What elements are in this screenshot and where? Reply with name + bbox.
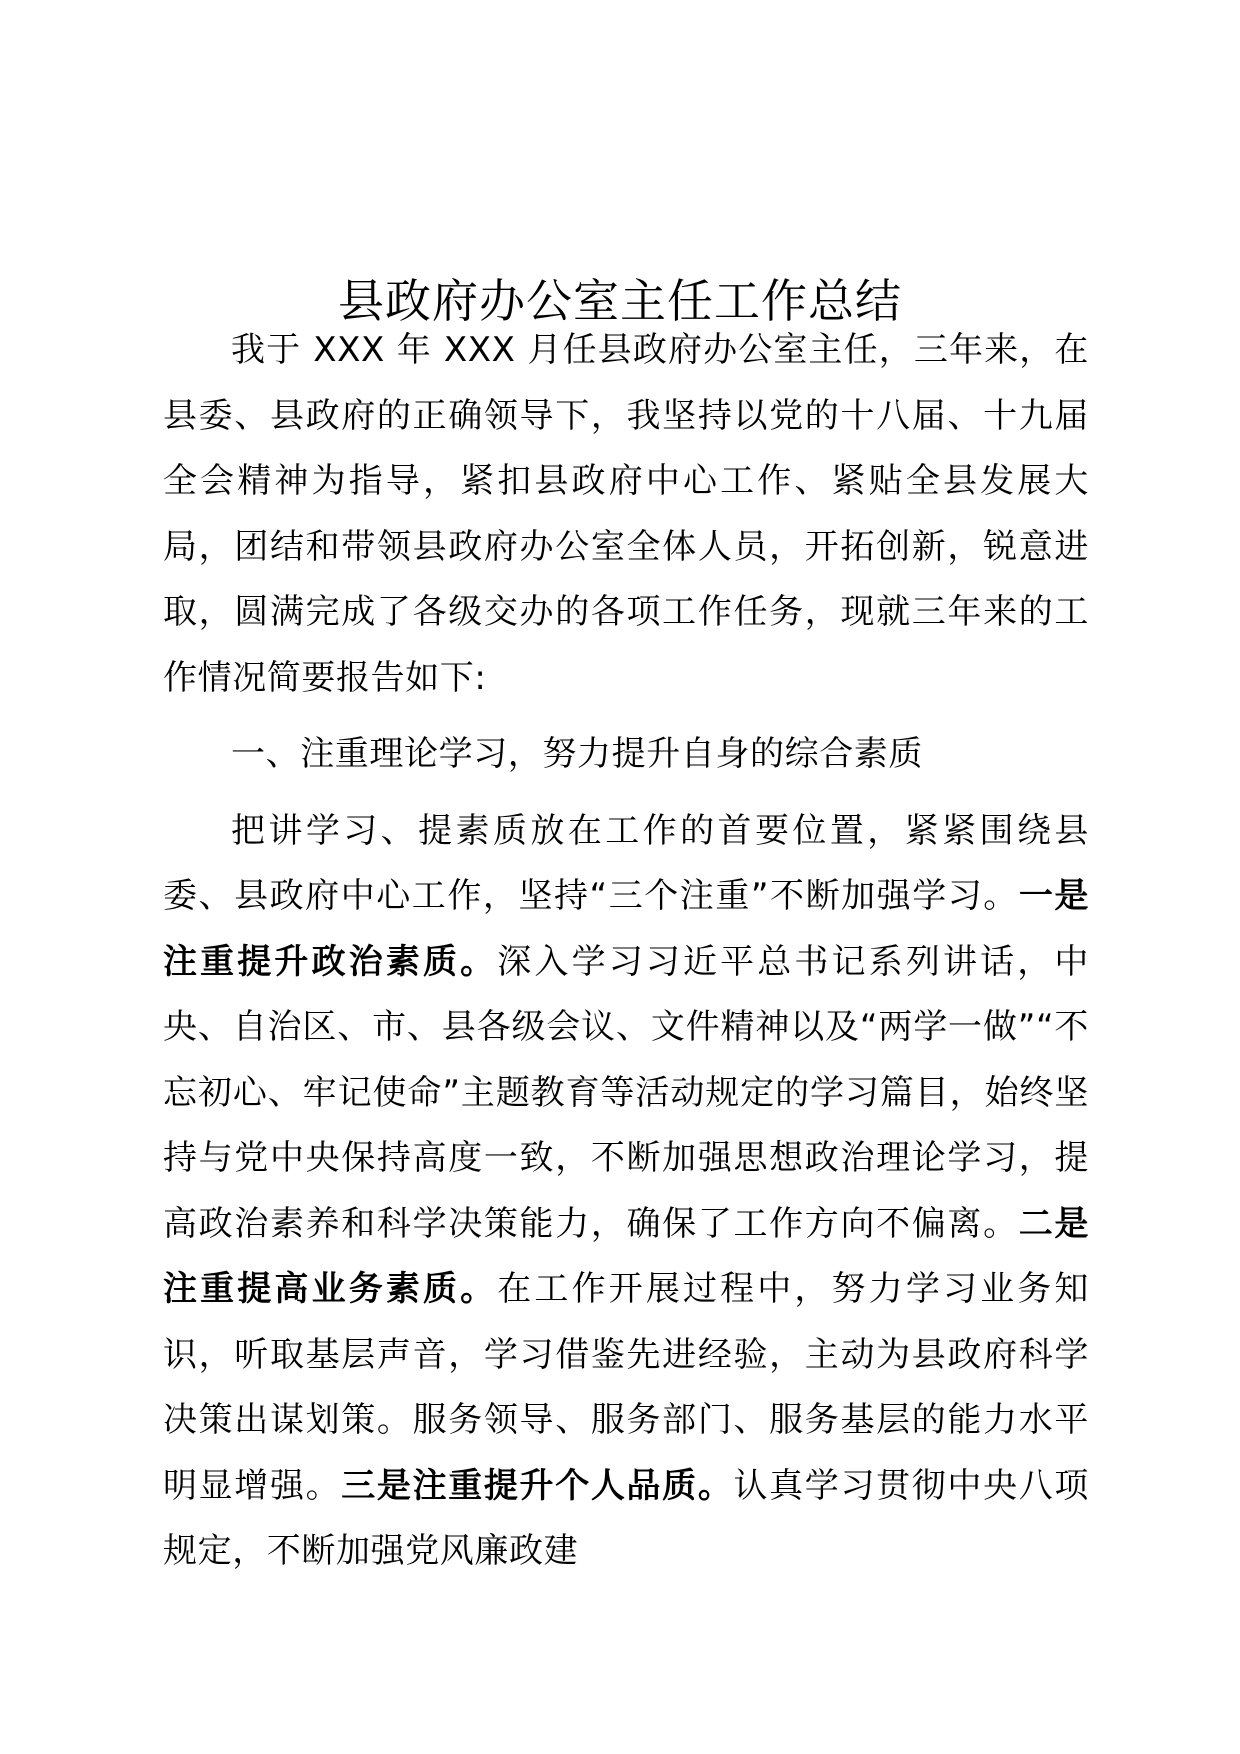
bold-point-1: 一是注重提升政治素质。: [163, 876, 1090, 982]
paragraph-text: 深入学习习近平总书记系列讲话，中央、自治区、市、县各级会议、文件精神以及“两学一做”“不忘初心、牢记使命”主题教育等活动规定的学习篇目，始终坚持与党中央保持高度一致，不断加强思想政治理论学习，提高政治素养和科学决策能力，确保了工作方向不偏离。: [163, 941, 1089, 1244]
section-heading: 一、注重理论学习，努力提升自身的综合素质: [231, 734, 923, 774]
document-body: [163, 318, 1089, 1585]
paragraph-text: 在工作开展过程中，努力学习业务知识，听取基层声音，学习借鉴先进经验，主动为县政府科学决策出谋划策。服务领导、服务部门、服务基层的能力水平明显增强。: [163, 1269, 1089, 1506]
paragraph-text: 认真学习贯彻中央八项规定，不断加强党风廉政建: [163, 1465, 1089, 1571]
paragraph-text: 把讲学习、提素质放在工作的首要位置，紧紧围绕县委、县政府中心工作，坚持“三个注重”不断加强学习。: [163, 810, 1089, 916]
section-paragraph: [163, 799, 1089, 1585]
bold-point-3: 三是注重提升个人品质。: [341, 1465, 734, 1506]
bold-point-2: 二是注重提高业务素质。: [163, 1203, 1089, 1309]
intro-paragraph: 我于 XXX 年 XXX 月任县政府办公室主任，三年来，在县委、县政府的正确领导下，我坚持以党的十八届、十九届全会精神为指导，紧扣县政府中心工作、紧贴全县发展大局，团结和带领县政府办公室全体人员，开拓创新，锐意进取，圆满完成了各级交办的各项工作任务，现就三年来的工作情况简要报告如下:: [163, 330, 1089, 698]
document-title: 县政府办公室主任工作总结: [338, 273, 902, 328]
